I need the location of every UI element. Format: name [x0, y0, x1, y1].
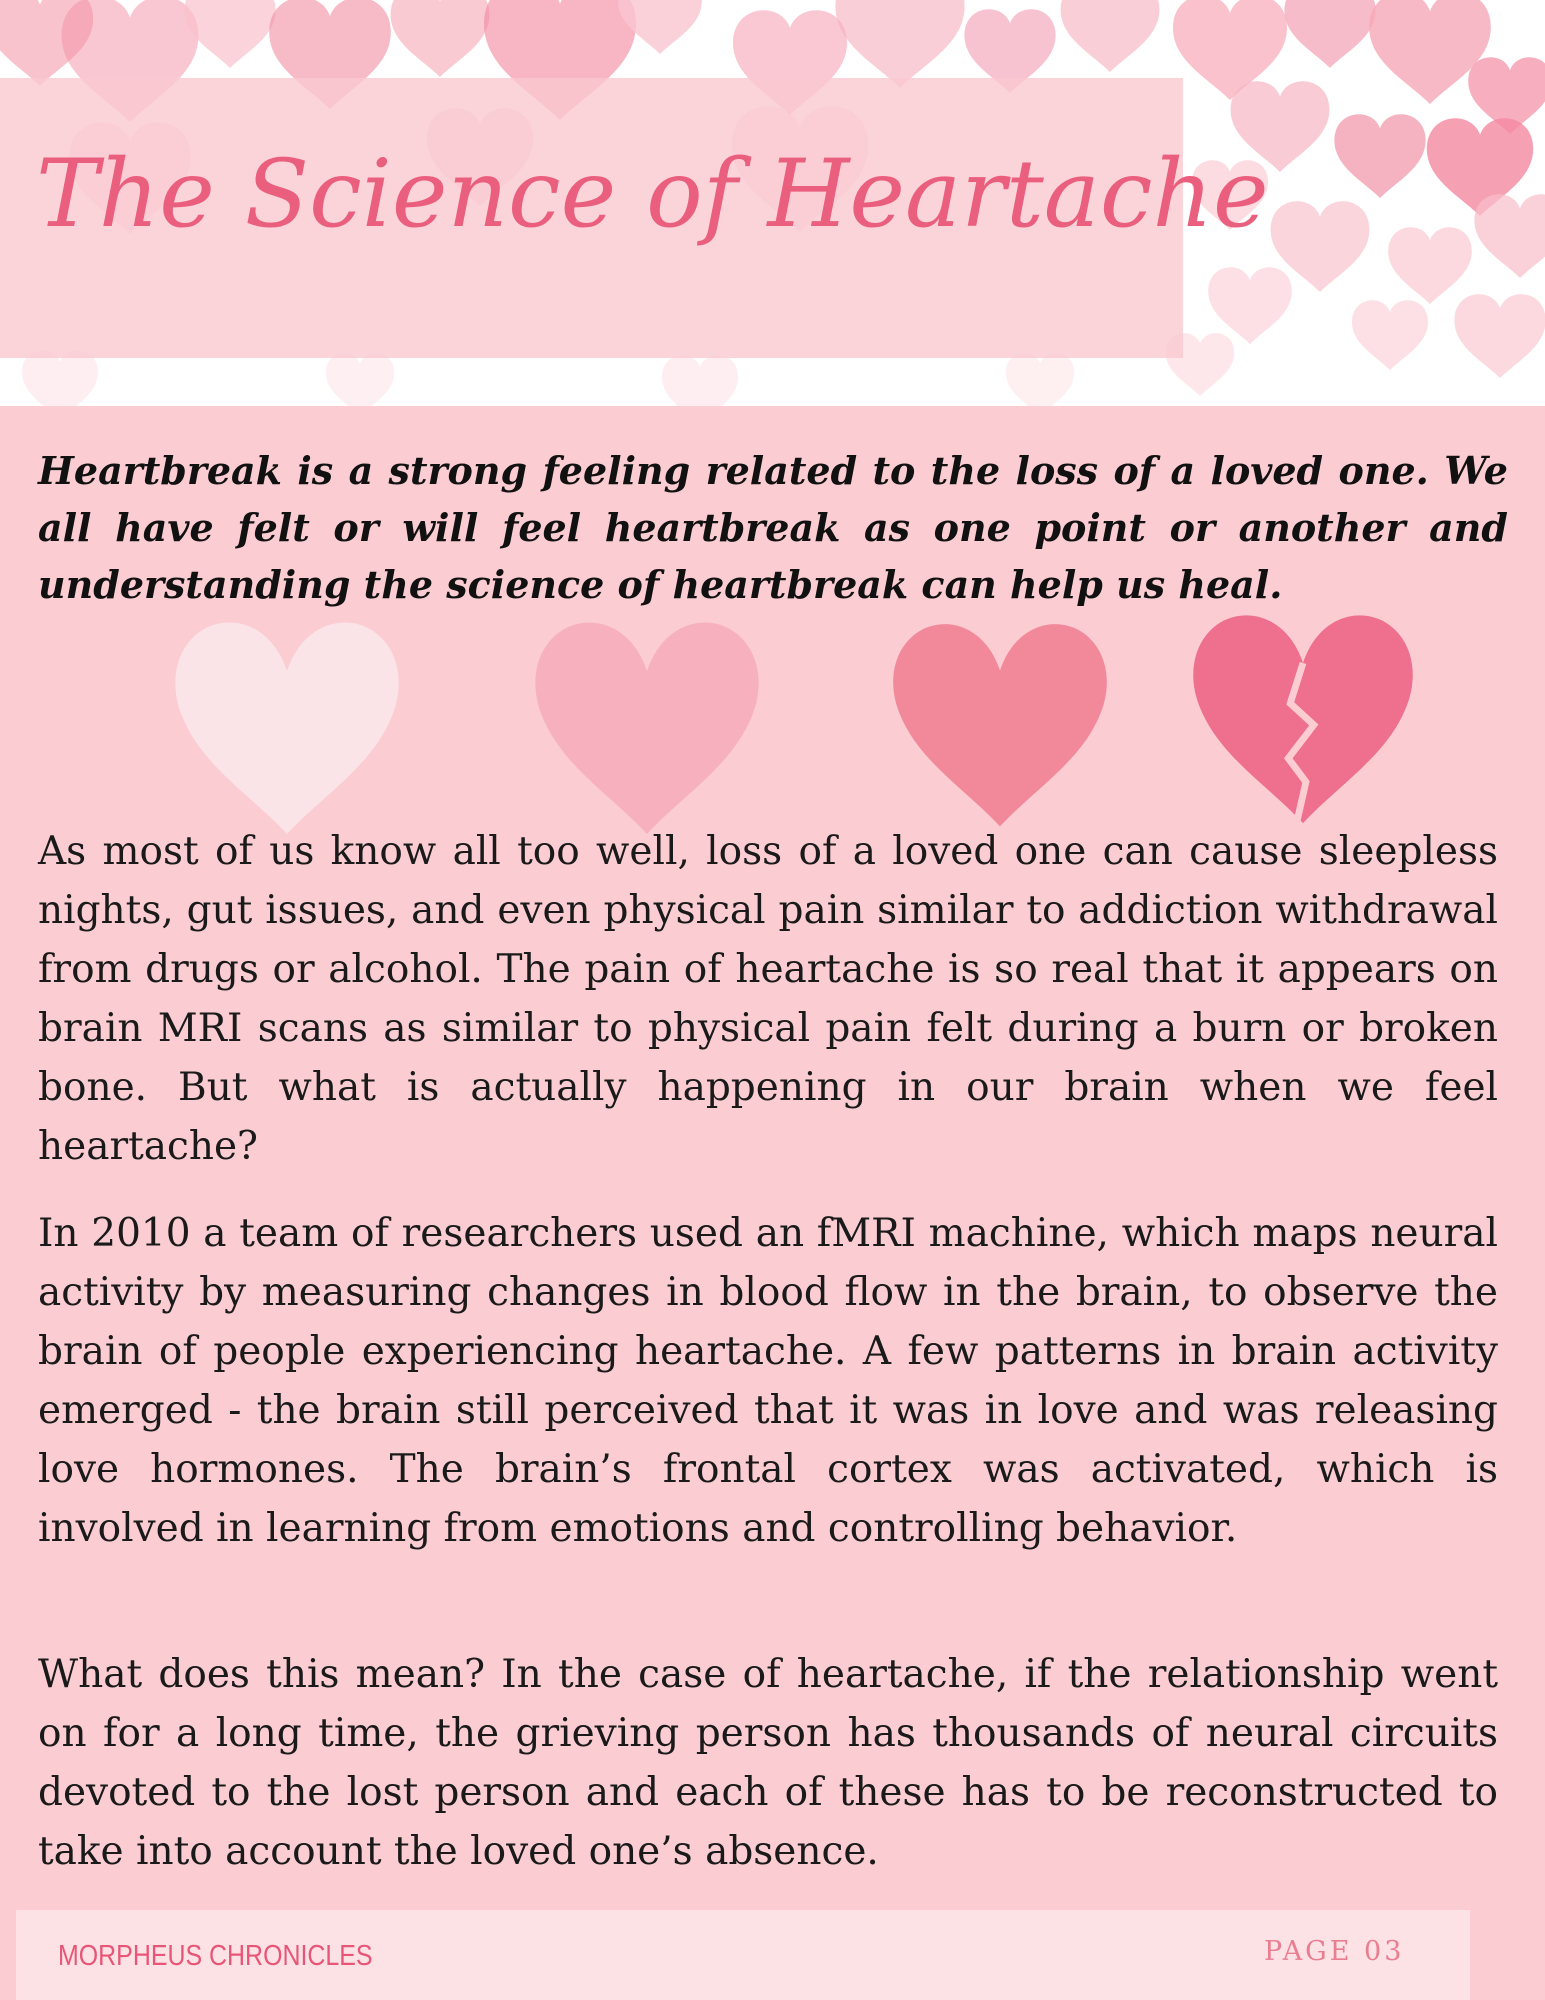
broken-heart-icon — [1190, 608, 1416, 832]
pale-heart-icon — [172, 616, 402, 842]
intro-paragraph: Heartbreak is a strong feeling related to the loss of a loved one. We all have felt or will feel heartbreak as one point or another and understanding the science of heartbreak can help us heal. — [38, 448, 1508, 607]
body-paragraph-2: In 2010 a team of researchers used an fMRI machine, which maps neural activity by measuring changes in blood flow in the brain, to observe the brain of people experiencing heartache. A few patterns in brain activity emerged - the brain still perceived that it was in love and was releasing love hormones. The brain’s frontal cortex was activated, which is involved in learning from emotions and controlling behavior. — [38, 1211, 1498, 1551]
light-pink-heart-icon — [532, 616, 762, 842]
article-body — [0, 406, 1545, 2000]
publication-name: MORPHEUS CHRONICLES — [58, 1940, 373, 1972]
pale-heart-shape — [175, 622, 398, 834]
header-banner — [0, 0, 1545, 406]
pink-heart-icon — [890, 616, 1110, 836]
page-number: PAGE 03 — [1264, 1936, 1405, 1967]
pink-heart-shape — [893, 624, 1107, 826]
light-pink-heart-shape — [535, 622, 758, 834]
page-footer — [16, 1910, 1470, 2000]
page-title: The Science of Heartache — [36, 140, 1269, 249]
hearts-row — [0, 616, 1545, 842]
body-paragraph-1: As most of us know all too well, loss of a loved one can cause sleepless nights, gut issues, and even physical pain similar to addiction withdrawal from drugs or alcohol. The pain of heartache is so real that it appears on brain MRI scans as similar to physical pain felt during a burn or broken bone. But what is actually happening in our brain when we feel heartache? — [38, 829, 1498, 1169]
body-paragraph-3: What does this mean? In the case of heartache, if the relationship went on for a long time, the grieving person has thousands of neural circuits devoted to the lost person and each of these has to be reconstructed to take into account the loved one’s absence. — [38, 1652, 1498, 1874]
